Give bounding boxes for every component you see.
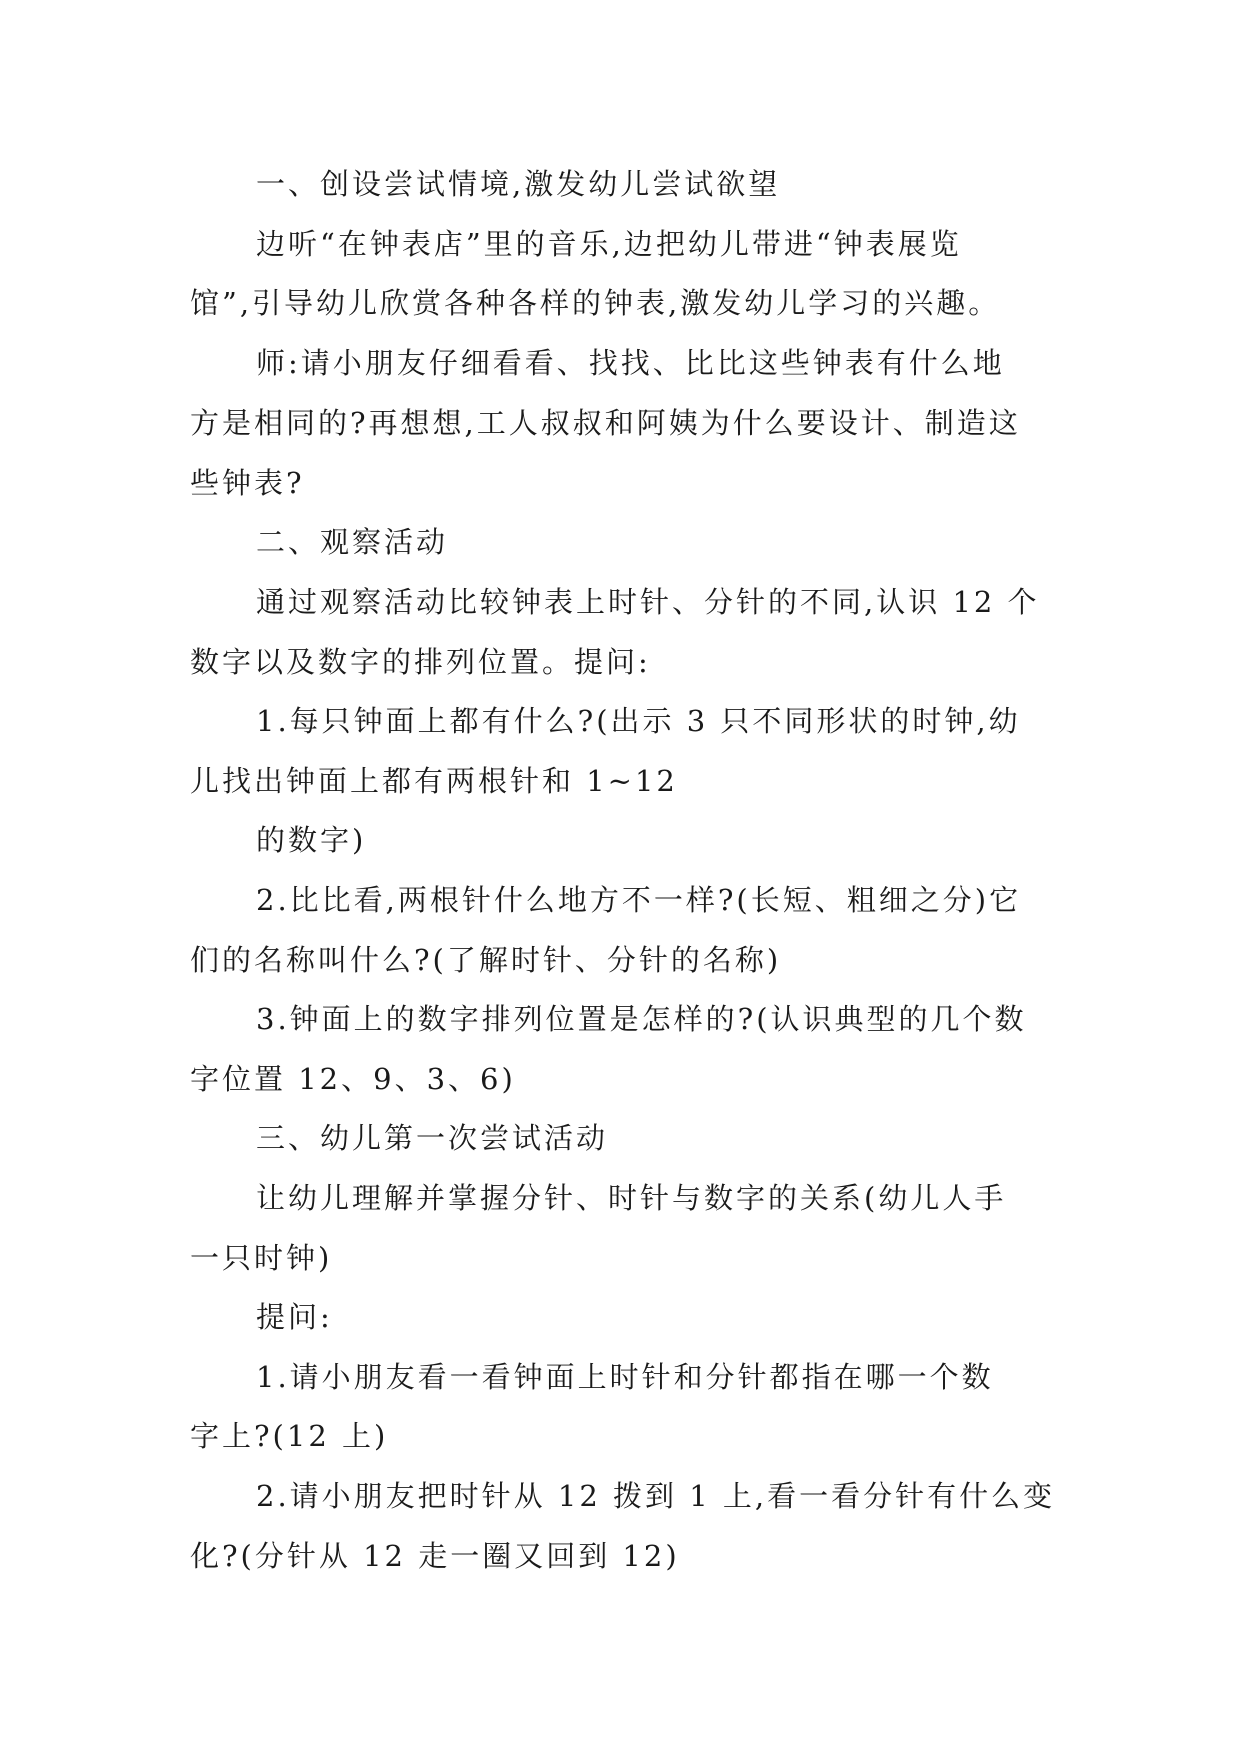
paragraph-line: 些钟表? — [190, 466, 305, 500]
list-item-line: 1.每只钟面上都有什么?(出示 3 只不同形状的时钟,幼 — [256, 704, 1021, 738]
list-item-line: 2.请小朋友把时针从 12 拨到 1 上,看一看分针有什么变 — [256, 1479, 1056, 1513]
section-heading-2: 二、观察活动 — [256, 525, 449, 559]
list-item-line: 们的名称叫什么?(了解时针、分针的名称) — [190, 943, 782, 977]
list-item-line: 字位置 12、9、3、6) — [190, 1062, 516, 1096]
paragraph-line: 馆”,引导幼儿欣赏各种各样的钟表,激发幼儿学习的兴趣。 — [190, 286, 1001, 320]
paragraph-line: 让幼儿理解并掌握分针、时针与数字的关系(幼儿人手 — [256, 1181, 1007, 1215]
list-item-line: 1.请小朋友看一看钟面上时针和分针都指在哪一个数 — [256, 1360, 994, 1394]
list-item-line: 3.钟面上的数字排列位置是怎样的?(认识典型的几个数 — [256, 1002, 1027, 1036]
paragraph-line: 提问: — [256, 1300, 333, 1334]
paragraph-line: 师:请小朋友仔细看看、找找、比比这些钟表有什么地 — [256, 346, 1005, 380]
paragraph-line: 方是相同的?再想想,工人叔叔和阿姨为什么要设计、制造这 — [190, 406, 1021, 440]
section-heading-1: 一、创设尝试情境,激发幼儿尝试欲望 — [256, 167, 781, 201]
section-heading-3: 三、幼儿第一次尝试活动 — [256, 1121, 609, 1155]
paragraph-line: 数字以及数字的排列位置。提问: — [190, 645, 651, 679]
paragraph-line: 边听“在钟表店”里的音乐,边把幼儿带进“钟表展览 — [256, 227, 962, 261]
list-item-line: 2.比比看,两根针什么地方不一样?(长短、粗细之分)它 — [256, 883, 1022, 917]
paragraph-line: 通过观察活动比较钟表上时针、分针的不同,认识 12 个 — [256, 585, 1040, 619]
list-item-line: 的数字) — [256, 823, 367, 857]
list-item-line: 化?(分针从 12 走一圈又回到 12) — [190, 1539, 680, 1573]
list-item-line: 儿找出钟面上都有两根针和 1~12 — [190, 764, 678, 798]
list-item-line: 字上?(12 上) — [190, 1419, 389, 1453]
paragraph-line: 一只时钟) — [190, 1241, 333, 1275]
